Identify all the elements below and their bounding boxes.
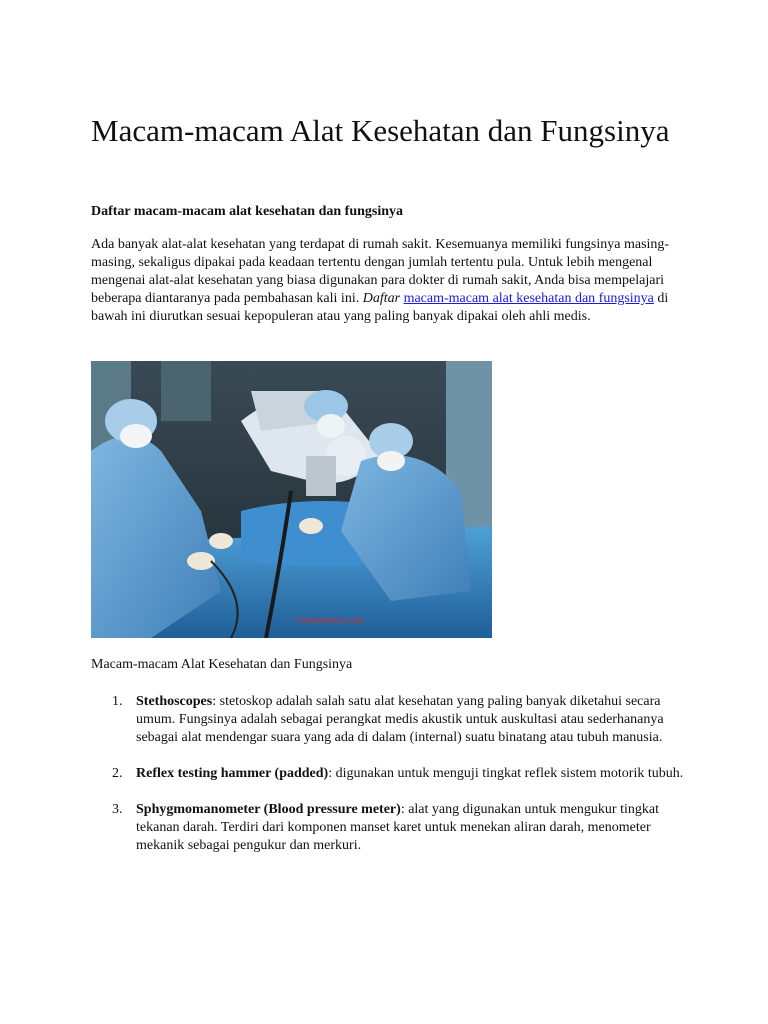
equipment-list <box>91 693 691 873</box>
list-item-number: 2. <box>112 766 123 781</box>
article-title: Macam-macam Alat Kesehatan dan Fungsinya <box>91 113 670 148</box>
article-subtitle: Daftar macam-macam alat kesehatan dan fungsinya <box>91 204 404 219</box>
list-item-number: 3. <box>112 802 123 817</box>
list-item-number: 1. <box>112 694 123 709</box>
list-item-description: : stetoskop adalah salah satu alat kesehatan yang paling banyak diketahui secara umum. Fungsinya adalah sebagai perangkat medis akustik untuk auskultasi atau sederhananya sebagai alat mendengar suara yang ada di dalam (internal) suatu binatang atau tubuh manusia. <box>136 694 664 745</box>
list-item <box>91 765 691 783</box>
list-item-description: : alat yang digunakan untuk mengukur tingkat tekanan darah. Terdiri dari komponen manset karet untuk menekan aliran darah, menometer mekanik sebagai pengukur dan merkuri. <box>136 802 659 853</box>
photo-watermark: wenusehat.com <box>296 614 365 626</box>
intro-tail: di bawah ini diurutkan sesuai kepopuleran atau yang paling banyak dipakai oleh ahli medis. <box>91 291 669 324</box>
intro-paragraph <box>91 236 691 326</box>
surgery-photo <box>91 361 492 638</box>
photo-caption: Macam-macam Alat Kesehatan dan Fungsinya <box>91 657 353 672</box>
list-item-term: Stethoscopes <box>136 694 213 709</box>
list-item-description: : digunakan untuk menguji tingkat reflek sistem motorik tubuh. <box>328 766 684 781</box>
list-item-term: Reflex testing hammer (padded) <box>136 766 329 781</box>
intro-link[interactable]: macam-macam alat kesehatan dan fungsinya <box>403 291 654 306</box>
list-item <box>91 801 691 855</box>
intro-text: Ada banyak alat-alat kesehatan yang terdapat di rumah sakit. Kesemuanya memiliki fungsinya masing-masing, sekaligus dipakai pada keadaan tertentu dengan jumlah tertentu pula. Untuk lebih mengenal mengenai alat-alat kesehatan yang biasa digunakan para dokter di rumah sakit, Anda bisa mempelajari beberapa diantaranya pada pembahasan kali ini. <box>91 237 670 306</box>
list-item <box>91 693 691 747</box>
list-item-term: Sphygmomanometer (Blood pressure meter) <box>136 802 401 817</box>
intro-italic: Daftar <box>362 291 404 306</box>
